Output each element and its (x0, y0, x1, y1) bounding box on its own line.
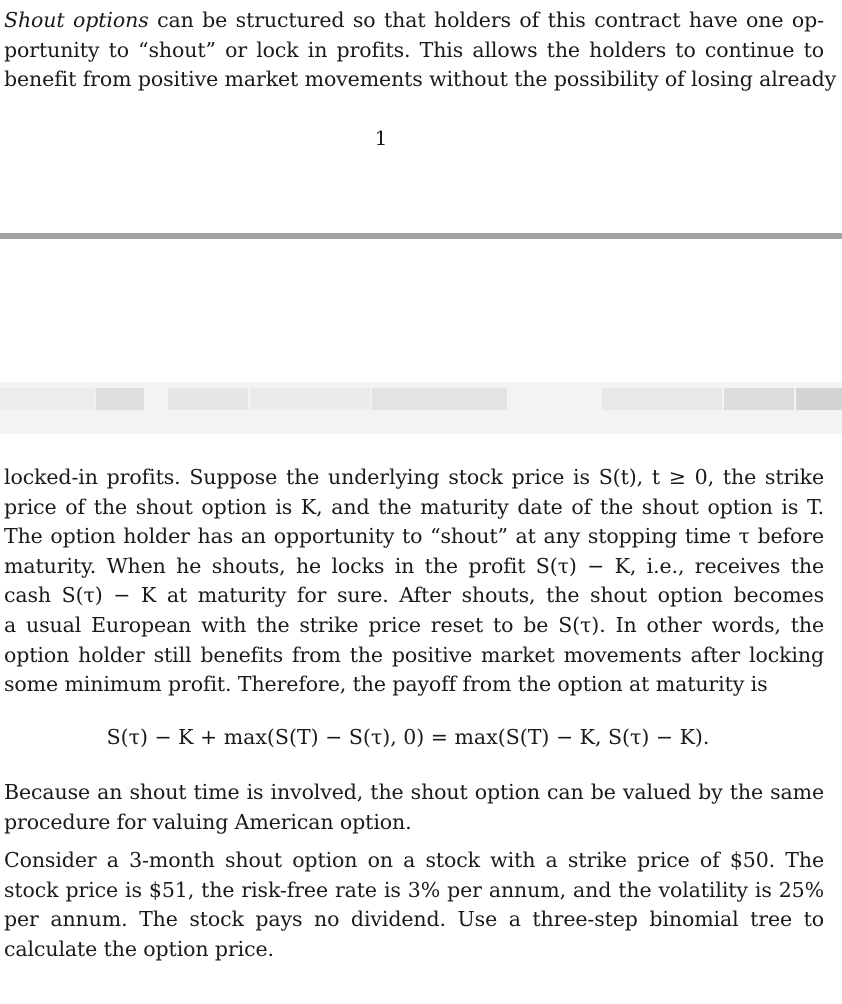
redacted-block (602, 388, 722, 410)
text-line (4, 6, 824, 36)
text-line: stock price is $51, the risk-free rate is 3% per annum, and the volatility is 25% (4, 877, 824, 902)
payoff-equation (0, 725, 842, 749)
redacted-block (796, 388, 842, 410)
text-line: The option holder has an opportunity to “shout” at any stopping time τ before (4, 524, 824, 549)
text-line: per annum. The stock pays no dividend. Use a three-step binomial tree to (4, 907, 824, 932)
shout-options-intro-paragraph (4, 6, 837, 95)
text-line: locked-in profits. Suppose the underlying stock price is S(t), t ≥ 0, the strike (4, 465, 824, 489)
text-line: some minimum profit. Therefore, the payoff from the option at maturity is (4, 672, 768, 697)
redacted-block (96, 388, 144, 410)
page-number: 1 (374, 126, 388, 150)
text-line: benefit from positive market movements without the possibility of losing already (4, 67, 837, 92)
redacted-header-band (0, 382, 842, 434)
redacted-block (372, 388, 507, 410)
page-separator (0, 233, 842, 239)
term-shout-options: Shout options (4, 8, 149, 32)
previous-page-fragment (0, 0, 842, 233)
text-line: price of the shout option is K, and the maturity date of the shout option is T. (4, 494, 824, 519)
text-line: Consider a 3-month shout option on a stock with a strike price of $50. The (4, 848, 824, 872)
american-valuation-paragraph (4, 778, 824, 837)
redacted-block (168, 388, 248, 410)
text-line: cash S(τ) − K at maturity for sure. After shouts, the shout option becomes (4, 583, 824, 608)
text-line: option holder still benefits from the positive market movements after locking (4, 642, 824, 667)
text-line: procedure for valuing American option. (4, 809, 412, 834)
text-line: a usual European with the strike price reset to be S(τ). In other words, the (4, 612, 824, 637)
redacted-block (0, 388, 95, 410)
redacted-block (724, 388, 794, 410)
exercise-problem-paragraph (4, 846, 824, 964)
text-line: portunity to “shout” or lock in profits. This allows the holders to continue to (4, 37, 824, 62)
redacted-block (250, 388, 370, 410)
text-line: maturity. When he shouts, he locks in the profit S(τ) − K, i.e., receives the (4, 553, 824, 578)
text-line: calculate the option price. (4, 936, 274, 961)
payoff-equation-text: S(τ) − K + max(S(T) − S(τ), 0) = max(S(T) − K, S(τ) − K). (106, 725, 710, 749)
shout-option-definition-paragraph (4, 463, 824, 700)
text-line: Because an shout time is involved, the shout option can be valued by the same (4, 780, 824, 804)
text-span: can be structured so that holders of this contract have one op- (148, 8, 824, 32)
